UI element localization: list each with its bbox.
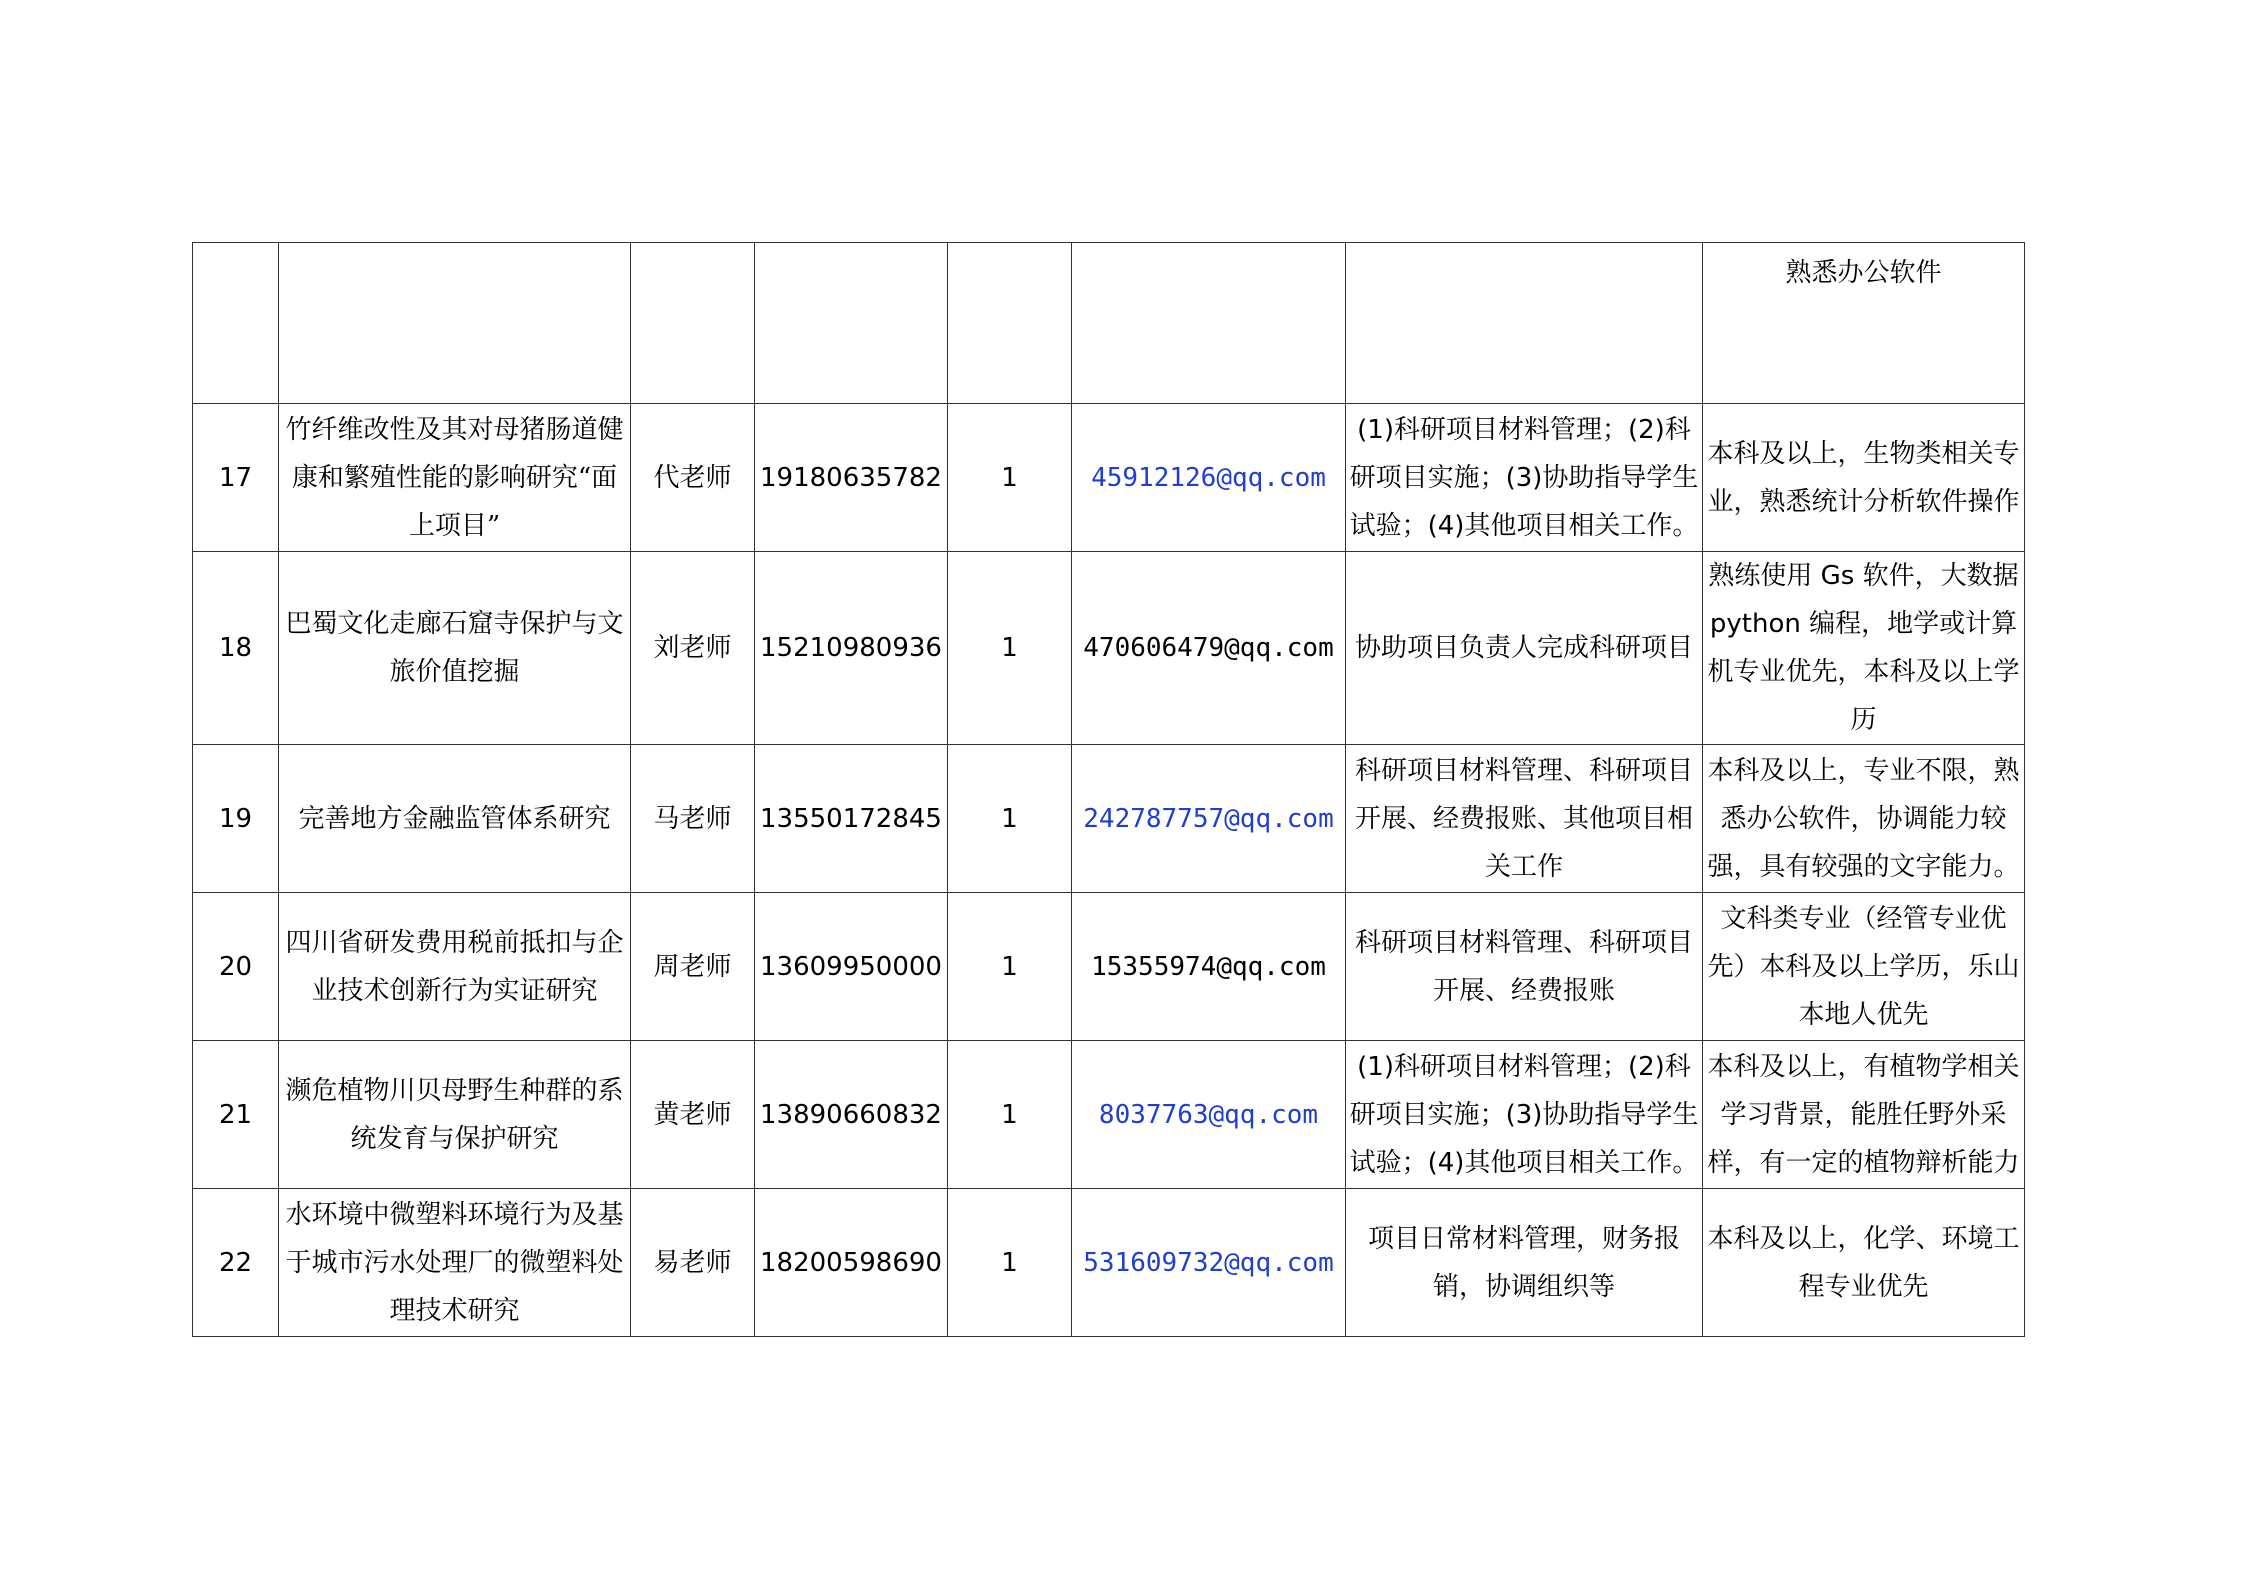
job-requirement: 本科及以上，生物类相关专业，熟悉统计分析软件操作 [1703, 404, 2025, 552]
cell-requirement: 熟悉办公软件 [1703, 243, 2025, 404]
position-count: 1 [948, 552, 1072, 745]
cell-count [948, 243, 1072, 404]
position-count: 1 [948, 1189, 1072, 1337]
row-number: 19 [193, 745, 279, 893]
phone-number: 13609950000 [755, 893, 948, 1041]
project-name: 巴蜀文化走廊石窟寺保护与文旅价值挖掘 [279, 552, 631, 745]
project-name: 四川省研发费用税前抵扣与企业技术创新行为实证研究 [279, 893, 631, 1041]
job-requirement: 本科及以上，有植物学相关学习背景，能胜任野外采样，有一定的植物辩析能力 [1703, 1041, 2025, 1189]
job-duties: 项目日常材料管理，财务报销，协调组织等 [1346, 1189, 1703, 1337]
email-address: 15355974@qq.com [1072, 893, 1346, 1041]
cell-project [279, 243, 631, 404]
job-duties: 科研项目材料管理、科研项目开展、经费报账 [1346, 893, 1703, 1041]
email-address[interactable]: 8037763@qq.com [1072, 1041, 1346, 1189]
table-row [193, 745, 2025, 893]
project-name: 完善地方金融监管体系研究 [279, 745, 631, 893]
job-requirement: 文科类专业（经管专业优先）本科及以上学历，乐山本地人优先 [1703, 893, 2025, 1041]
table-row [193, 893, 2025, 1041]
phone-number: 13550172845 [755, 745, 948, 893]
teacher-name: 马老师 [631, 745, 755, 893]
email-address[interactable]: 242787757@qq.com [1072, 745, 1346, 893]
job-requirement: 熟练使用 Gs 软件，大数据 python 编程，地学或计算机专业优先，本科及以上学历 [1703, 552, 2025, 745]
job-duties: (1)科研项目材料管理；(2)科研项目实施；(3)协助指导学生试验；(4)其他项目相关工作。 [1346, 404, 1703, 552]
position-count: 1 [948, 893, 1072, 1041]
position-count: 1 [948, 745, 1072, 893]
job-requirement: 本科及以上，专业不限，熟悉办公软件，协调能力较强，具有较强的文字能力。 [1703, 745, 2025, 893]
teacher-name: 刘老师 [631, 552, 755, 745]
row-number: 22 [193, 1189, 279, 1337]
table-row [193, 1041, 2025, 1189]
continuation-row [193, 243, 2025, 404]
project-name: 竹纤维改性及其对母猪肠道健康和繁殖性能的影响研究“面上项目” [279, 404, 631, 552]
email-address[interactable]: 45912126@qq.com [1072, 404, 1346, 552]
position-table [192, 242, 2025, 1337]
job-duties: (1)科研项目材料管理；(2)科研项目实施；(3)协助指导学生试验；(4)其他项目相关工作。 [1346, 1041, 1703, 1189]
job-duties: 协助项目负责人完成科研项目 [1346, 552, 1703, 745]
phone-number: 15210980936 [755, 552, 948, 745]
project-name: 濒危植物川贝母野生种群的系统发育与保护研究 [279, 1041, 631, 1189]
phone-number: 13890660832 [755, 1041, 948, 1189]
teacher-name: 黄老师 [631, 1041, 755, 1189]
table-row [193, 404, 2025, 552]
position-count: 1 [948, 1041, 1072, 1189]
cell-no [193, 243, 279, 404]
row-number: 17 [193, 404, 279, 552]
cell-phone [755, 243, 948, 404]
teacher-name: 代老师 [631, 404, 755, 552]
cell-email [1072, 243, 1346, 404]
position-count: 1 [948, 404, 1072, 552]
teacher-name: 周老师 [631, 893, 755, 1041]
row-number: 21 [193, 1041, 279, 1189]
table-row [193, 552, 2025, 745]
project-name: 水环境中微塑料环境行为及基于城市污水处理厂的微塑料处理技术研究 [279, 1189, 631, 1337]
row-number: 20 [193, 893, 279, 1041]
email-address[interactable]: 531609732@qq.com [1072, 1189, 1346, 1337]
phone-number: 18200598690 [755, 1189, 948, 1337]
cell-teacher [631, 243, 755, 404]
email-address: 470606479@qq.com [1072, 552, 1346, 745]
teacher-name: 易老师 [631, 1189, 755, 1337]
table-row [193, 1189, 2025, 1337]
cell-duties [1346, 243, 1703, 404]
job-duties: 科研项目材料管理、科研项目开展、经费报账、其他项目相关工作 [1346, 745, 1703, 893]
phone-number: 19180635782 [755, 404, 948, 552]
row-number: 18 [193, 552, 279, 745]
job-requirement: 本科及以上，化学、环境工程专业优先 [1703, 1189, 2025, 1337]
